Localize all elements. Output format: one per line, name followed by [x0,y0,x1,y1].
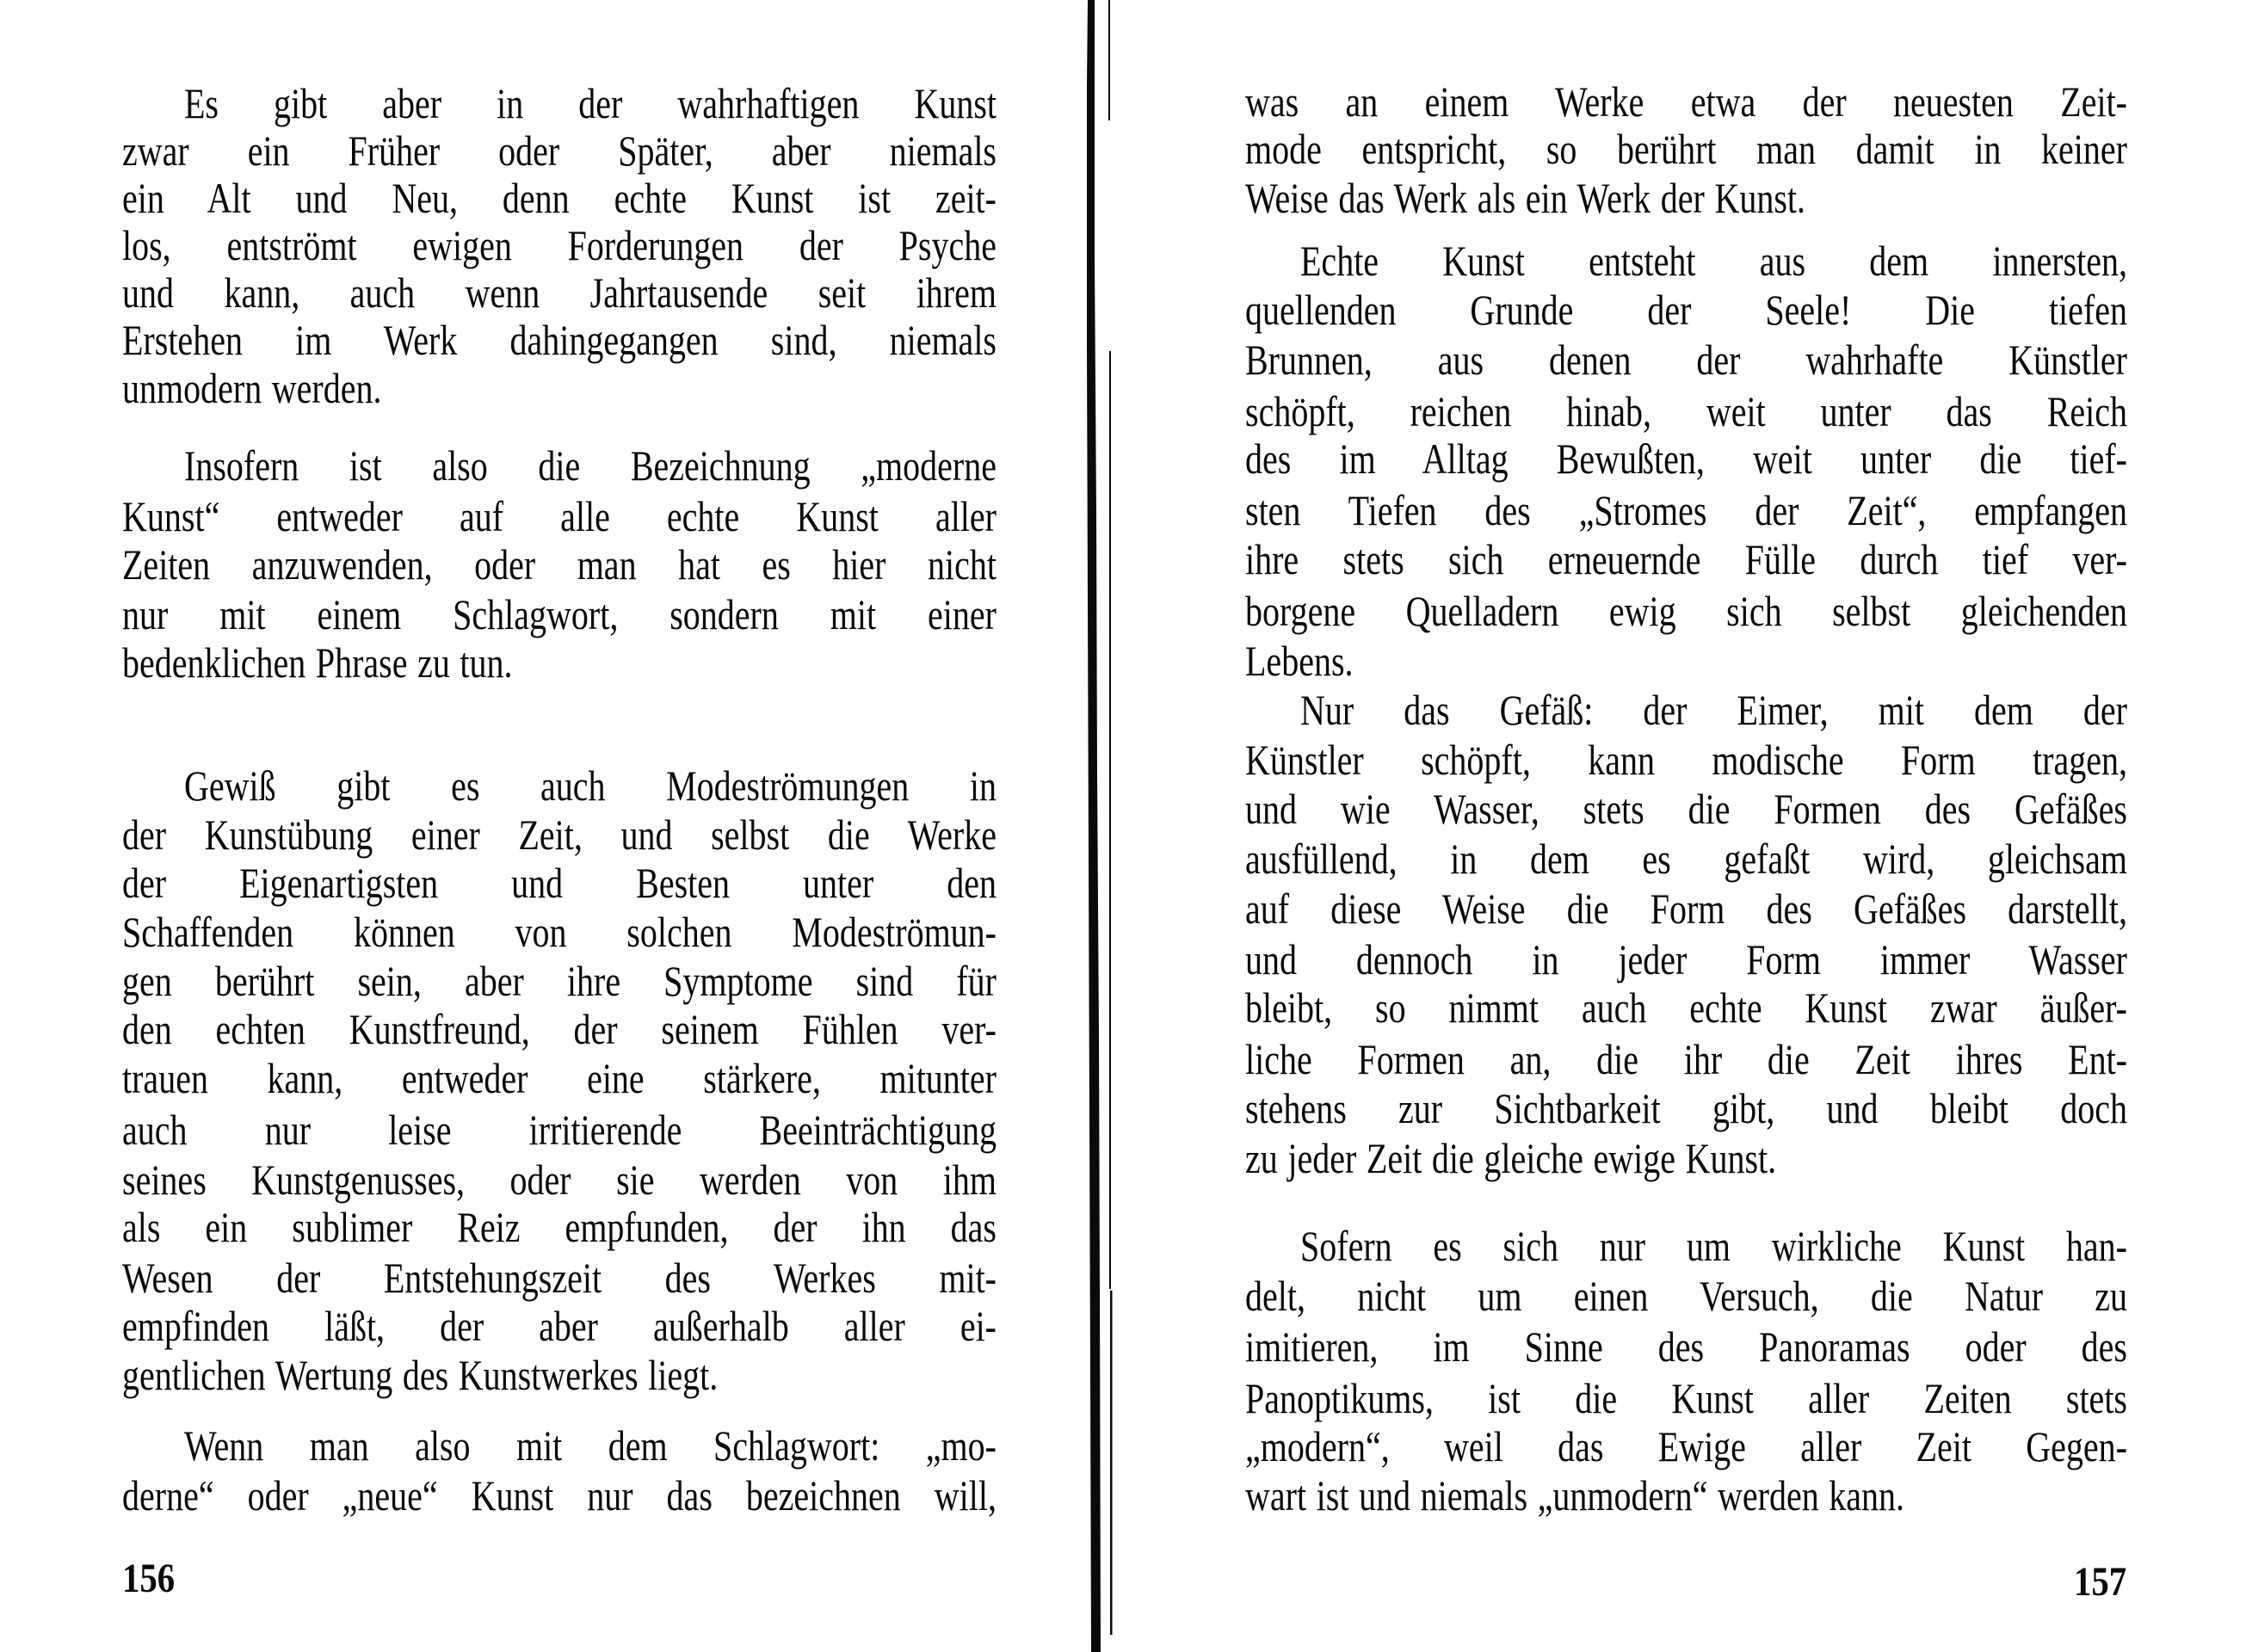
text-line [184,79,997,127]
text-line [122,126,997,175]
spine-shadow [1087,0,1101,1652]
page-number-left: 156 [122,1556,176,1601]
text-line [1245,1422,2127,1470]
line-text: bedenklichen Phrase zu tun. [122,638,513,687]
line-text: Zeiten anzuwenden, oder man hat es hier nicht [122,540,997,589]
line-text: Kunst“ entweder auf alle echte Kunst aller [122,492,997,540]
line-text: Nur das Gefäß: der Eimer, mit dem der [1300,686,2127,734]
line-text: „modern“, weil das Ewige aller Zeit Gegen- [1245,1422,2127,1470]
text-line [1245,1035,2127,1083]
line-text: und kann, auch wenn Jahrtausende seit ihrem [122,268,997,317]
line-text: empfinden läßt, der aber außerhalb aller ei- [122,1302,997,1350]
text-line [122,316,997,364]
line-text: den echten Kunstfreund, der seinem Fühlen ver- [122,1005,997,1053]
line-text: des im Alltag Bewußten, weit unter die tief- [1245,435,2127,483]
text-line [122,957,997,1005]
text-line [1245,535,2127,583]
text-line [1245,387,2127,435]
text-line [1245,785,2127,833]
line-text: bleibt, so nimmt auch echte Kunst zwar äußer- [1245,983,2127,1032]
text-line [1245,637,2127,685]
text-line [122,268,997,317]
text-line [184,761,997,810]
text-line [1245,935,2127,983]
text-line [1245,983,2127,1032]
text-line [122,221,997,269]
line-text: stehens zur Sichtbarkeit gibt, und bleibt doch [1245,1084,2127,1132]
text-line [122,1005,997,1053]
spine-edge-top [1108,0,1110,120]
text-line [122,1156,997,1204]
text-line [122,590,997,638]
book-spine-gutter [1076,0,1119,1652]
line-text: und wie Wasser, stets die Formen des Gefäßes [1245,785,2127,833]
text-line [1300,686,2127,734]
text-line [1300,237,2127,285]
line-text: Insofern ist also die Bezeichnung „moderne [184,441,997,490]
text-line [1245,736,2127,784]
line-text: der Eigenartigsten und Besten unter den [122,859,997,907]
text-line [1245,587,2127,635]
line-text: sten Tiefen des „Stromes der Zeit“, empfangen [1245,486,2127,534]
text-line [122,908,997,956]
text-line [1245,486,2127,534]
text-line [1245,174,2127,222]
line-text: trauen kann, entweder eine stärkere, mitunter [122,1054,997,1102]
text-line [122,1471,997,1519]
line-text: Wesen der Entstehungszeit des Werkes mit- [122,1254,997,1302]
line-text: ein Alt und Neu, denn echte Kunst ist zeit- [122,174,997,222]
line-text: ihre stets sich erneuernde Fülle durch tief ver- [1245,535,2127,583]
text-line [1245,435,2127,483]
text-line [1245,1134,2127,1182]
text-line [122,1351,997,1399]
text-line [122,1302,997,1350]
line-text: was an einem Werke etwa der neuesten Zeit- [1245,77,2127,126]
page-number-right: 157 [2074,1559,2127,1605]
line-text: imitieren, im Sinne des Panoramas oder des [1245,1322,2127,1371]
line-text: als ein sublimer Reiz empfunden, der ihn das [122,1203,997,1251]
line-text: unmodern werden. [122,364,382,412]
line-text: der Kunstübung einer Zeit, und selbst die Werke [122,811,997,859]
text-line [1300,1222,2127,1270]
line-text: liche Formen an, die ihr die Zeit ihres Ent- [1245,1035,2127,1083]
line-text: Lebens. [1245,637,1354,685]
line-text: schöpft, reichen hinab, weit unter das Reich [1245,387,2127,435]
text-line [122,1203,997,1251]
left-page [0,0,1086,1652]
line-text: seines Kunstgenusses, oder sie werden von ihm [122,1156,997,1204]
text-line [122,1254,997,1302]
line-text: wart ist und niemals „unmodern“ werden kann. [1245,1471,1905,1519]
line-text: Schaffenden können von solchen Modeströmun- [122,908,997,956]
line-text: auch nur leise irritierende Beeinträchtigung [122,1106,997,1154]
line-text: Gewiß gibt es auch Modeströmungen in [184,761,997,810]
spine-edge-lower [1110,1291,1113,1635]
line-text: Sofern es sich nur um wirkliche Kunst han- [1300,1222,2127,1270]
text-line [122,174,997,222]
line-text: Erstehen im Werk dahingegangen sind, niemals [122,316,997,364]
text-line [1245,1322,2127,1371]
text-line [1245,1084,2127,1132]
text-line [122,859,997,907]
line-text: los, entströmt ewigen Forderungen der Psyche [122,221,997,269]
line-text: borgene Quelladern ewig sich selbst gleichenden [1245,587,2127,635]
line-text: gentlichen Wertung des Kunstwerkes liegt. [122,1351,719,1399]
line-text: auf diese Weise die Form des Gefäßes darstellt, [1245,885,2127,933]
text-line [122,364,997,412]
text-line [1245,885,2127,933]
line-text: zwar ein Früher oder Später, aber niemals [122,126,997,175]
text-line [1245,1272,2127,1320]
line-text: gen berührt sein, aber ihre Symptome sind für [122,957,997,1005]
line-text: ausfüllend, in dem es gefaßt wird, gleichsam [1245,835,2127,883]
text-line [122,638,997,687]
right-page [1112,0,2246,1652]
text-line [1245,835,2127,883]
line-text: Weise das Werk als ein Werk der Kunst. [1245,174,1806,222]
text-line [122,540,997,589]
line-text: delt, nicht um einen Versuch, die Natur zu [1245,1272,2127,1320]
text-line [1245,1374,2127,1422]
line-text: Künstler schöpft, kann modische Form tragen, [1245,736,2127,784]
text-line [122,811,997,859]
line-text: derne“ oder „neue“ Kunst nur das bezeichnen will, [122,1471,997,1519]
line-text: nur mit einem Schlagwort, sondern mit einer [122,590,997,638]
line-text: Wenn man also mit dem Schlagwort: „mo- [184,1421,997,1470]
line-text: quellenden Grunde der Seele! Die tiefen [1245,286,2127,334]
text-line [122,1054,997,1102]
text-line [1245,336,2127,384]
text-line [184,1421,997,1470]
text-line [1245,286,2127,334]
line-text: Echte Kunst entsteht aus dem innersten, [1300,237,2127,285]
line-text: Panoptikums, ist die Kunst aller Zeiten stets [1245,1374,2127,1422]
line-text: Brunnen, aus denen der wahrhafte Künstler [1245,336,2127,384]
text-line [1245,77,2127,126]
spine-edge-bottom [1109,351,1111,1289]
text-line [1245,1471,2127,1519]
line-text: und dennoch in jeder Form immer Wasser [1245,935,2127,983]
text-line [122,1106,997,1154]
text-line [1245,125,2127,173]
line-text: mode entspricht, so berührt man damit in keiner [1245,125,2127,173]
text-line [184,441,997,490]
line-text: Es gibt aber in der wahrhaftigen Kunst [184,79,997,127]
text-line [122,492,997,540]
line-text: zu jeder Zeit die gleiche ewige Kunst. [1245,1134,1777,1182]
